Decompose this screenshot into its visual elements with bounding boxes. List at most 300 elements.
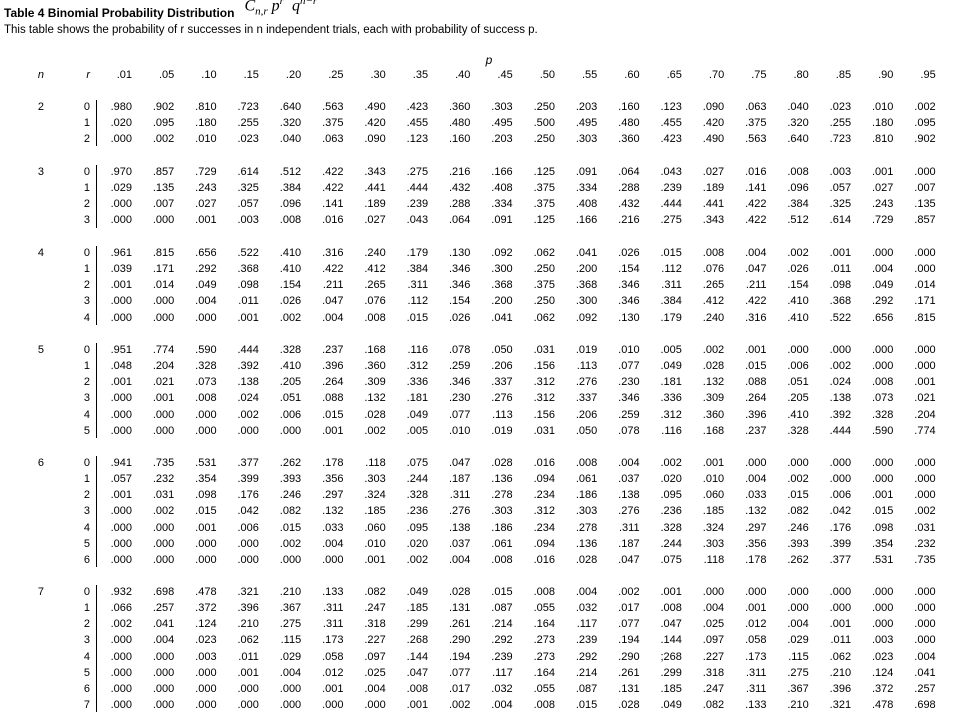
probability-cell: .000 [110,311,132,324]
probability-cell: .073 [871,392,894,405]
probability-cell: .006 [237,521,259,534]
probability-cell: .941 [110,457,132,469]
probability-cell: .312 [533,376,555,389]
probability-cell: .290 [448,634,471,647]
probability-cell: .325 [237,182,259,195]
probability-cell: .087 [491,602,513,615]
probability-cell: .001 [195,214,217,227]
probability-cell: .200 [491,295,513,308]
probability-cell: .377 [237,457,259,469]
n-value: 6 [37,457,44,469]
probability-cell: .032 [491,682,513,695]
probability-cell: .368 [829,295,852,308]
probability-cell: .000 [702,586,725,598]
group-divider [96,456,97,567]
probability-cell: .000 [914,473,936,486]
probability-cell: .000 [110,198,132,211]
probability-cell: .000 [152,521,175,534]
probability-cell: .729 [871,214,894,227]
probability-cell: .375 [745,117,767,130]
probability-cell: .043 [406,214,429,227]
probability-cell: .000 [237,698,259,711]
probability-cell: .396 [237,602,259,615]
probability-cell: .050 [575,424,598,437]
probability-cell: .275 [279,618,302,631]
probability-cell: .135 [914,198,936,211]
probability-cell: .375 [322,117,344,130]
probability-cell: .000 [745,457,767,469]
probability-cell: .001 [829,247,852,259]
probability-cell: .075 [660,553,682,566]
p-column-header: .65 [666,69,682,81]
probability-cell: .444 [237,344,259,356]
probability-cell: .000 [152,311,175,324]
probability-cell: .015 [406,311,429,324]
probability-cell: .186 [575,489,598,502]
probability-cell: .216 [448,166,471,178]
probability-cell: .041 [152,618,175,631]
r-value: 2 [83,133,90,146]
probability-cell: .396 [745,408,767,421]
probability-cell: .010 [448,424,471,437]
probability-cell: .019 [575,344,598,356]
p-column-header: .90 [878,69,894,81]
probability-cell: .010 [195,133,217,146]
probability-cell: .512 [787,214,809,227]
probability-cell: .008 [871,376,894,389]
probability-cell: .058 [322,650,344,663]
probability-cell: .076 [702,263,725,276]
probability-cell: .354 [195,473,217,486]
probability-cell: .001 [702,457,725,469]
probability-cell: .004 [152,634,175,647]
probability-cell: .000 [787,457,809,469]
probability-cell: .179 [660,311,682,324]
probability-cell: .311 [619,521,640,534]
probability-cell: .328 [871,408,894,421]
r-value: 0 [83,457,90,469]
probability-cell: .000 [152,214,175,227]
probability-cell: .173 [745,650,767,663]
n-column-header: n [37,69,44,81]
probability-cell: .000 [110,214,132,227]
probability-cell: .455 [406,117,429,130]
probability-cell: .132 [322,505,344,518]
probability-cell: .000 [195,408,217,421]
p-column-header: .20 [285,69,302,81]
probability-cell: .000 [871,618,894,631]
probability-cell: .729 [195,166,217,178]
probability-cell: .640 [279,101,302,113]
probability-cell: .951 [110,344,132,356]
probability-cell: .066 [110,602,132,615]
probability-cell: .062 [533,311,555,324]
probability-cell: .028 [575,553,598,566]
probability-cell: .001 [660,586,682,598]
probability-cell: .375 [533,198,555,211]
probability-cell: .563 [322,101,344,113]
probability-cell: .027 [195,198,217,211]
probability-cell: .135 [152,182,175,195]
probability-cell: .396 [829,682,852,695]
probability-cell: .185 [364,505,386,518]
probability-cell: .136 [491,473,513,486]
probability-cell: .410 [279,263,302,276]
probability-cell: .265 [702,279,725,292]
probability-cell: .141 [322,198,344,211]
probability-cell: .133 [322,586,344,598]
probability-cell: .082 [279,505,302,518]
probability-cell: .204 [914,408,936,421]
probability-cell: .000 [195,311,217,324]
probability-cell: .088 [745,376,767,389]
probability-cell: .346 [618,295,640,308]
probability-cell: .136 [575,537,598,550]
r-value: 6 [83,553,90,566]
probability-cell: .961 [110,247,132,259]
probability-cell: .033 [322,521,344,534]
probability-cell: .902 [152,101,175,113]
probability-cell: .144 [660,634,682,647]
probability-cell: .490 [702,133,725,146]
probability-cell: .001 [237,311,259,324]
probability-cell: .240 [702,311,725,324]
table-heading [4,0,317,20]
probability-cell: .004 [448,553,471,566]
probability-cell: .334 [575,182,598,195]
p-column-header: .75 [751,69,767,81]
probability-cell: .343 [364,166,386,178]
probability-cell: .082 [702,698,725,711]
probability-cell: .001 [745,602,767,615]
probability-cell: .239 [575,634,598,647]
probability-cell: .268 [406,634,429,647]
probability-cell: .346 [448,263,471,276]
probability-cell: .399 [829,537,852,550]
probability-cell: .047 [745,263,767,276]
probability-cell: .234 [533,489,555,502]
probability-cell: .002 [448,698,471,711]
probability-cell: .316 [745,311,767,324]
probability-cell: .774 [152,344,175,356]
probability-cell: .012 [322,666,344,679]
probability-cell: .000 [195,666,217,679]
probability-cell: .010 [702,473,725,486]
probability-cell: .005 [660,344,682,356]
probability-cell: .367 [279,602,302,615]
probability-cell: .115 [788,650,809,663]
probability-cell: .001 [871,166,894,178]
r-value: 4 [83,650,90,663]
p-column-header: .50 [539,69,555,81]
probability-cell: .265 [364,279,386,292]
probability-cell: .000 [237,537,259,550]
probability-cell: .384 [279,182,302,195]
probability-cell: .023 [237,133,259,146]
probability-cell: .980 [110,101,132,113]
probability-cell: .932 [110,586,132,598]
probability-cell: .063 [745,101,767,113]
probability-cell: .288 [448,198,471,211]
probability-cell: .372 [871,682,894,695]
probability-cell: .003 [195,650,217,663]
probability-cell: .112 [407,295,429,308]
probability-cell: .312 [406,360,429,373]
probability-cell: .063 [322,133,344,146]
probability-cell: .031 [914,521,936,534]
probability-cell: .032 [575,602,598,615]
probability-cell: .040 [279,133,302,146]
probability-cell: .311 [449,489,471,502]
probability-cell: .230 [618,376,640,389]
probability-cell: .000 [914,618,936,631]
probability-cell: .205 [279,376,302,389]
probability-cell: .166 [491,166,513,178]
probability-cell: .563 [745,133,767,146]
probability-cell: .176 [829,521,852,534]
probability-cell: .047 [448,457,471,469]
probability-cell: .247 [364,602,386,615]
probability-cell: .001 [110,279,132,292]
probability-cell: .420 [364,117,386,130]
probability-cell: .300 [575,295,598,308]
probability-cell: .000 [829,344,852,356]
probability-cell: .200 [575,263,598,276]
probability-cell: .049 [406,586,429,598]
probability-cell: .303 [491,505,513,518]
probability-cell: .250 [533,101,555,113]
probability-cell: .237 [322,344,344,356]
probability-cell: .396 [322,360,344,373]
probability-cell: .243 [871,198,894,211]
probability-cell: .000 [152,553,175,566]
probability-cell: .512 [279,166,302,178]
probability-cell: .061 [491,537,513,550]
probability-cell: .377 [829,553,852,566]
probability-cell: .000 [871,457,894,469]
probability-cell: .047 [660,618,682,631]
probability-cell: .000 [110,553,132,566]
probability-cell: .372 [195,602,217,615]
probability-cell: .116 [407,344,429,356]
probability-cell: .008 [195,392,217,405]
probability-cell: .240 [364,247,386,259]
probability-cell: .334 [491,198,513,211]
p-column-header: .95 [920,69,936,81]
probability-cell: .011 [830,634,852,647]
probability-cell: .001 [152,392,175,405]
probability-cell: .008 [491,553,513,566]
probability-cell: .318 [702,666,725,679]
probability-cell: .325 [829,198,852,211]
probability-cell: .154 [618,263,640,276]
r-value: 2 [83,279,90,292]
probability-cell: .078 [448,344,471,356]
probability-cell: .001 [745,344,767,356]
probability-cell: .002 [364,424,386,437]
probability-cell: .264 [745,392,767,405]
p-column-header: .35 [412,69,429,81]
probability-cell: .590 [871,424,894,437]
probability-cell: .131 [618,682,640,695]
probability-cell: .276 [618,505,640,518]
probability-cell: .000 [871,473,894,486]
r-value: 1 [83,602,90,615]
probability-cell: .047 [406,666,429,679]
probability-cell: .000 [914,602,936,615]
probability-cell: .000 [110,666,132,679]
probability-cell: .393 [787,537,809,550]
probability-cell: .003 [237,214,259,227]
probability-cell: .015 [787,489,809,502]
probability-cell: .324 [702,521,725,534]
probability-cell: .000 [279,698,302,711]
probability-cell: .000 [787,586,809,598]
probability-cell: .014 [152,279,175,292]
probability-cell: .154 [787,279,809,292]
p-column-header: .01 [116,69,132,81]
probability-cell: .179 [406,247,429,259]
probability-cell: .037 [618,473,640,486]
probability-cell: .057 [829,182,852,195]
probability-cell: .001 [871,489,894,502]
probability-cell: .004 [914,650,936,663]
probability-cell: .264 [322,376,344,389]
probability-cell: .154 [279,279,302,292]
probability-cell: .000 [871,586,894,598]
table-title: Table 4 Binomial Probability Distribution [4,6,235,20]
probability-cell: .262 [279,457,302,469]
probability-cell: .420 [702,117,725,130]
probability-cell: .004 [745,473,767,486]
probability-cell: .008 [364,311,386,324]
probability-cell: .003 [829,166,852,178]
probability-cell: .211 [322,279,344,292]
probability-cell: .028 [364,408,386,421]
probability-cell: .002 [787,247,809,259]
probability-cell: .082 [787,505,809,518]
probability-cell: .117 [576,618,598,631]
probability-cell: .000 [914,634,936,647]
probability-cell: .091 [491,214,513,227]
probability-cell: .346 [448,279,471,292]
probability-cell: .181 [660,376,682,389]
probability-cell: .336 [406,376,429,389]
probability-cell: .000 [195,424,217,437]
probability-cell: .000 [914,457,936,469]
probability-cell: .336 [660,392,682,405]
probability-cell: .008 [406,682,429,695]
r-value: 1 [83,473,90,486]
r-value: 1 [83,360,90,373]
probability-cell: .130 [448,247,471,259]
probability-cell: .062 [237,634,259,647]
probability-cell: .132 [364,392,386,405]
probability-cell: .004 [787,618,809,631]
probability-cell: .230 [448,392,471,405]
probability-cell: .257 [914,682,936,695]
probability-cell: .246 [787,521,809,534]
probability-cell: .495 [575,117,598,130]
probability-cell: .010 [364,537,386,550]
probability-cell: .008 [279,214,302,227]
probability-cell: .356 [322,473,344,486]
probability-cell: .000 [829,473,852,486]
probability-cell: .276 [575,376,598,389]
probability-cell: .094 [533,473,555,486]
probability-cell: .004 [575,586,598,598]
probability-cell: .311 [407,279,429,292]
probability-cell: .337 [491,376,513,389]
probability-cell: .095 [152,117,175,130]
probability-cell: .000 [745,586,767,598]
probability-cell: .250 [533,295,555,308]
probability-cell: .303 [575,505,598,518]
r-value: 5 [83,537,90,550]
probability-cell: .422 [322,263,344,276]
probability-cell: .810 [195,101,217,113]
probability-cell: .239 [660,182,682,195]
probability-cell: .006 [279,408,302,421]
probability-cell: .210 [237,618,259,631]
probability-cell: .343 [702,214,725,227]
probability-cell: .008 [660,602,682,615]
probability-cell: .006 [829,489,852,502]
r-value: 6 [83,682,90,695]
probability-cell: .000 [871,360,894,373]
probability-cell: .189 [364,198,386,211]
n-value: 5 [37,344,44,356]
probability-cell: .041 [914,666,936,679]
probability-cell: .049 [660,360,682,373]
probability-cell: .010 [871,101,894,113]
probability-cell: .096 [279,198,302,211]
probability-cell: .656 [195,247,217,259]
p-column-header: .70 [708,69,725,81]
probability-cell: .094 [533,537,555,550]
probability-cell: .531 [871,553,894,566]
probability-cell: .311 [745,666,767,679]
probability-cell: .171 [152,263,175,276]
probability-cell: .051 [279,392,302,405]
probability-cell: .026 [787,263,809,276]
probability-cell: .010 [618,344,640,356]
probability-cell: .000 [152,295,175,308]
probability-cell: .015 [195,505,217,518]
probability-cell: .055 [533,682,555,695]
probability-cell: .124 [195,618,217,631]
probability-cell: .125 [533,166,555,178]
probability-cell: .004 [491,698,513,711]
probability-cell: .028 [491,457,513,469]
r-value: 1 [83,117,90,130]
probability-cell: .026 [448,311,471,324]
probability-cell: .092 [575,311,598,324]
probability-cell: .028 [448,586,471,598]
probability-cell: .206 [575,408,598,421]
probability-cell: .000 [322,698,344,711]
probability-cell: .008 [702,247,725,259]
probability-cell: .002 [110,618,132,631]
probability-cell: .423 [660,133,682,146]
probability-cell: .000 [110,698,132,711]
probability-cell: .001 [914,376,936,389]
probability-cell: .698 [152,586,175,598]
probability-cell: .095 [406,521,429,534]
probability-cell: .000 [237,682,259,695]
probability-cell: .060 [364,521,386,534]
probability-cell: .299 [406,618,429,631]
